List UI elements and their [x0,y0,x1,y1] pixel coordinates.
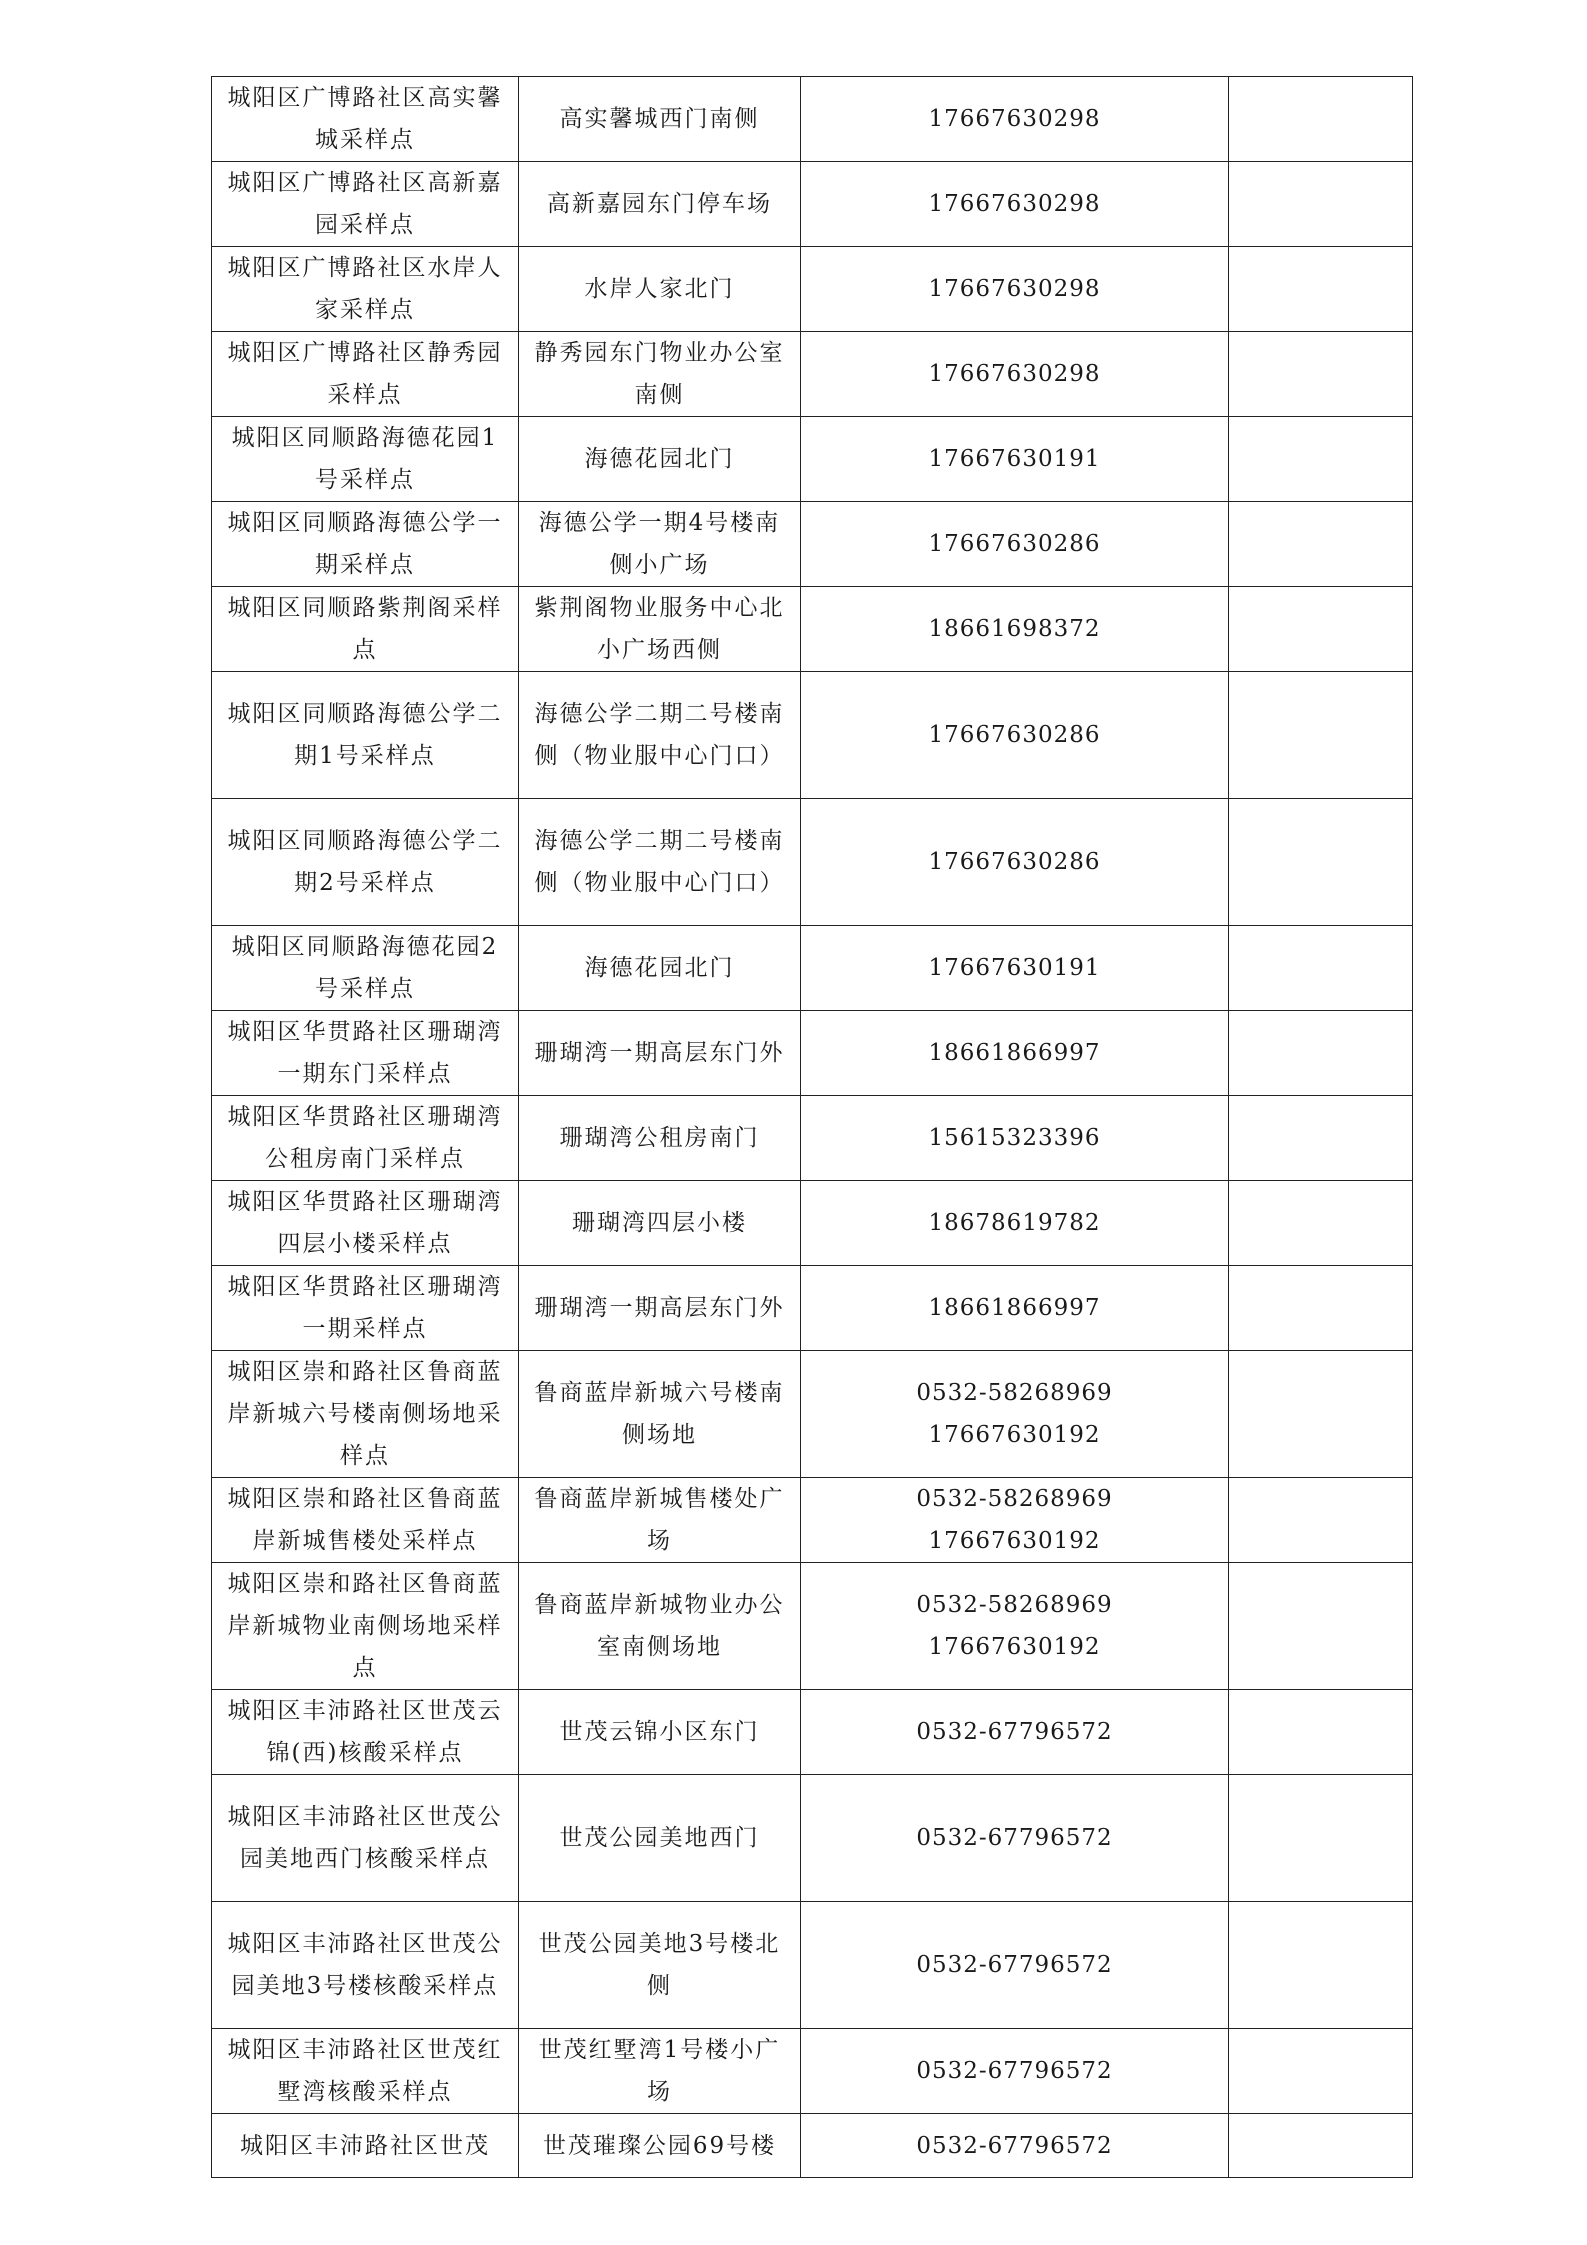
site-location-cell: 水岸人家北门 [519,247,801,332]
note-cell [1229,1563,1413,1690]
contact-phone-cell: 17667630298 [801,332,1229,417]
contact-phone-cell: 18661698372 [801,587,1229,672]
site-name-cell: 城阳区丰沛路社区世茂公园美地3号楼核酸采样点 [212,1902,519,2029]
site-location-cell: 高实馨城西门南侧 [519,77,801,162]
site-location-cell: 鲁商蓝岸新城六号楼南侧场地 [519,1351,801,1478]
table-row [212,2029,1413,2114]
contact-phone-cell: 17667630286 [801,672,1229,799]
note-cell [1229,502,1413,587]
table-row [212,1902,1413,2029]
site-name-cell: 城阳区同顺路海德公学一期采样点 [212,502,519,587]
site-name-cell: 城阳区崇和路社区鲁商蓝岸新城售楼处采样点 [212,1478,519,1563]
note-cell [1229,247,1413,332]
site-location-cell: 高新嘉园东门停车场 [519,162,801,247]
note-cell [1229,2029,1413,2114]
site-location-cell: 世茂红墅湾1号楼小广场 [519,2029,801,2114]
note-cell [1229,417,1413,502]
site-location-cell: 海德公学一期4号楼南侧小广场 [519,502,801,587]
site-name-cell: 城阳区华贯路社区珊瑚湾公租房南门采样点 [212,1096,519,1181]
note-cell [1229,1011,1413,1096]
note-cell [1229,1690,1413,1775]
contact-phone-cell: 0532-67796572 [801,2114,1229,2178]
site-name-cell: 城阳区同顺路海德公学二期1号采样点 [212,672,519,799]
note-cell [1229,672,1413,799]
site-name-cell: 城阳区丰沛路社区世茂红墅湾核酸采样点 [212,2029,519,2114]
contact-phone-cell: 15615323396 [801,1096,1229,1181]
contact-phone-cell: 17667630286 [801,502,1229,587]
note-cell [1229,1902,1413,2029]
site-name-cell: 城阳区崇和路社区鲁商蓝岸新城物业南侧场地采样点 [212,1563,519,1690]
table-row [212,1096,1413,1181]
site-name-cell: 城阳区同顺路海德花园2号采样点 [212,926,519,1011]
note-cell [1229,799,1413,926]
site-location-cell: 世茂璀璨公园69号楼 [519,2114,801,2178]
contact-phone-cell: 0532-67796572 [801,1775,1229,1902]
table-row [212,1478,1413,1563]
contact-phone-cell: 17667630298 [801,247,1229,332]
table-row [212,162,1413,247]
site-name-cell: 城阳区丰沛路社区世茂 [212,2114,519,2178]
site-location-cell: 海德公学二期二号楼南侧（物业服中心门口） [519,672,801,799]
table-row [212,417,1413,502]
contact-phone-cell: 0532-67796572 [801,1690,1229,1775]
table-row [212,1351,1413,1478]
table-row [212,247,1413,332]
note-cell [1229,1181,1413,1266]
table-row [212,799,1413,926]
sampling-site-table [211,76,1413,2178]
site-name-cell: 城阳区丰沛路社区世茂云锦(西)核酸采样点 [212,1690,519,1775]
note-cell [1229,1478,1413,1563]
contact-phone-cell: 17667630286 [801,799,1229,926]
table-row [212,77,1413,162]
contact-phone-cell: 17667630191 [801,926,1229,1011]
table-row [212,1011,1413,1096]
table-row [212,672,1413,799]
table-row [212,332,1413,417]
contact-phone-cell: 17667630298 [801,77,1229,162]
note-cell [1229,587,1413,672]
site-location-cell: 鲁商蓝岸新城物业办公室南侧场地 [519,1563,801,1690]
site-name-cell: 城阳区广博路社区高实馨城采样点 [212,77,519,162]
site-name-cell: 城阳区广博路社区水岸人家采样点 [212,247,519,332]
table-row [212,502,1413,587]
site-name-cell: 城阳区华贯路社区珊瑚湾一期东门采样点 [212,1011,519,1096]
table-row [212,1690,1413,1775]
table-row [212,926,1413,1011]
site-location-cell: 珊瑚湾一期高层东门外 [519,1011,801,1096]
site-name-cell: 城阳区华贯路社区珊瑚湾一期采样点 [212,1266,519,1351]
table-row [212,587,1413,672]
contact-phone-cell: 0532-67796572 [801,1902,1229,2029]
site-name-cell: 城阳区广博路社区高新嘉园采样点 [212,162,519,247]
table-row [212,1266,1413,1351]
site-location-cell: 珊瑚湾四层小楼 [519,1181,801,1266]
note-cell [1229,332,1413,417]
contact-phone-cell: 0532-58268969 17667630192 [801,1478,1229,1563]
site-name-cell: 城阳区广博路社区静秀园采样点 [212,332,519,417]
table-row [212,1563,1413,1690]
note-cell [1229,926,1413,1011]
contact-phone-cell: 17667630191 [801,417,1229,502]
site-name-cell: 城阳区同顺路海德花园1号采样点 [212,417,519,502]
site-location-cell: 珊瑚湾一期高层东门外 [519,1266,801,1351]
site-name-cell: 城阳区华贯路社区珊瑚湾四层小楼采样点 [212,1181,519,1266]
note-cell [1229,1266,1413,1351]
contact-phone-cell: 17667630298 [801,162,1229,247]
site-name-cell: 城阳区崇和路社区鲁商蓝岸新城六号楼南侧场地采样点 [212,1351,519,1478]
table-row [212,1775,1413,1902]
site-location-cell: 鲁商蓝岸新城售楼处广场 [519,1478,801,1563]
contact-phone-cell: 0532-67796572 [801,2029,1229,2114]
site-name-cell: 城阳区同顺路紫荆阁采样点 [212,587,519,672]
contact-phone-cell: 18661866997 [801,1011,1229,1096]
contact-phone-cell: 0532-58268969 17667630192 [801,1351,1229,1478]
site-location-cell: 紫荆阁物业服务中心北小广场西侧 [519,587,801,672]
site-location-cell: 静秀园东门物业办公室南侧 [519,332,801,417]
site-location-cell: 珊瑚湾公租房南门 [519,1096,801,1181]
table-body [212,77,1413,2178]
site-location-cell: 海德花园北门 [519,926,801,1011]
table-row [212,1181,1413,1266]
note-cell [1229,77,1413,162]
site-location-cell: 世茂云锦小区东门 [519,1690,801,1775]
site-location-cell: 海德花园北门 [519,417,801,502]
site-location-cell: 世茂公园美地3号楼北侧 [519,1902,801,2029]
note-cell [1229,1096,1413,1181]
site-name-cell: 城阳区丰沛路社区世茂公园美地西门核酸采样点 [212,1775,519,1902]
site-location-cell: 海德公学二期二号楼南侧（物业服中心门口） [519,799,801,926]
contact-phone-cell: 0532-58268969 17667630192 [801,1563,1229,1690]
site-name-cell: 城阳区同顺路海德公学二期2号采样点 [212,799,519,926]
site-location-cell: 世茂公园美地西门 [519,1775,801,1902]
note-cell [1229,162,1413,247]
contact-phone-cell: 18678619782 [801,1181,1229,1266]
table-row [212,2114,1413,2178]
contact-phone-cell: 18661866997 [801,1266,1229,1351]
note-cell [1229,1351,1413,1478]
note-cell [1229,1775,1413,1902]
note-cell [1229,2114,1413,2178]
